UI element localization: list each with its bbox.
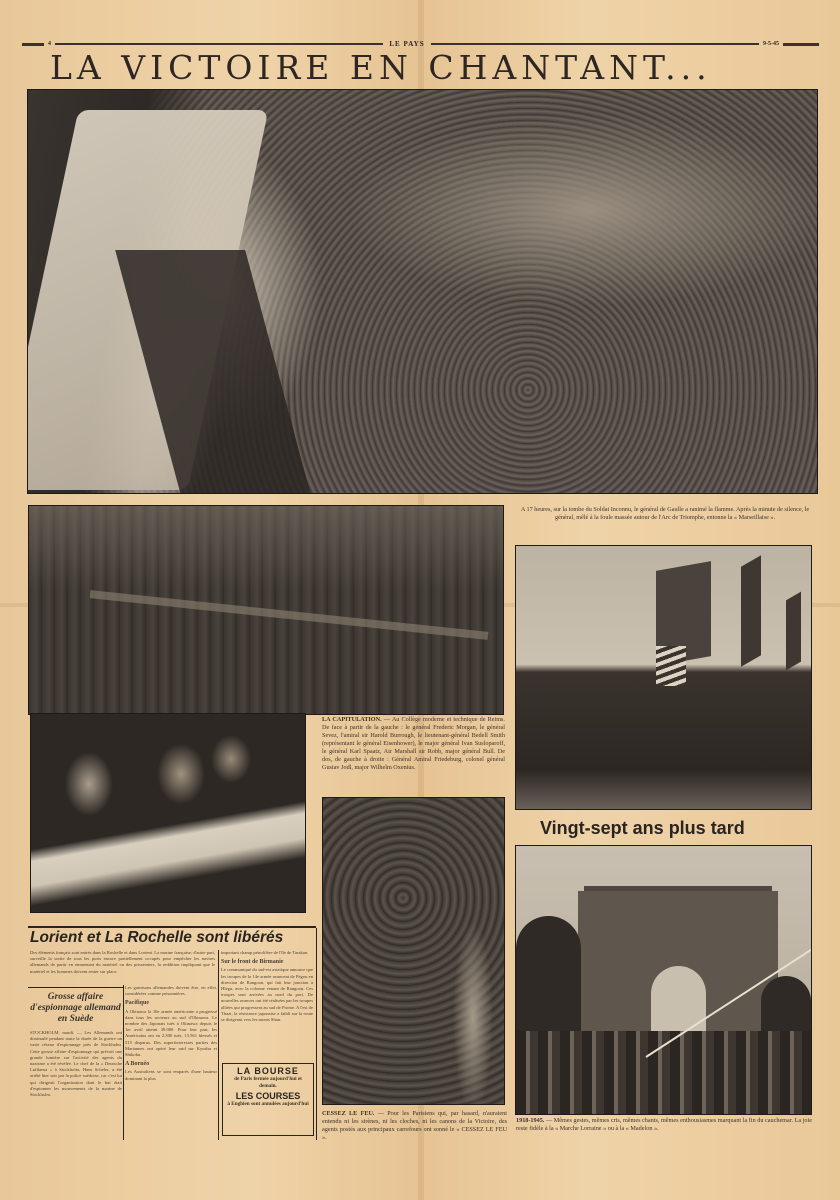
page-headline: LA VICTOIRE EN CHANTANT... xyxy=(50,48,712,87)
column-divider xyxy=(218,950,219,1140)
arc-de-triomphe-celebration-photo xyxy=(515,845,812,1115)
caption-label: 1918-1945. xyxy=(516,1117,545,1124)
parade-with-allied-flags-photo xyxy=(515,545,812,810)
courses-title: LES COURSES xyxy=(235,1091,301,1101)
caption-text: — Au Collège moderne et technique de Reims. De face à partir de la gauche : le général Frederic Morgan, le général Sevez, l'amiral sir Harold Burrough, le lieutenant-général Bedell Smith (représentant le général Eisenhower), le major général Ivan Susloparoff, le général Karl Spaatz, Air Marshall sir Robb, major général Bull. De dos, de gauche à droite : Général Amiral Friedeburg, colonel général Gustav Jodl, major Wilhelm Oxenius. xyxy=(322,716,505,771)
bourse-title: LA BOURSE xyxy=(237,1066,299,1076)
crowd-with-flag-photo xyxy=(27,89,818,494)
sidebar-article-body: STOCKHOLM, mardi. — Les Allemands ont dissimulé pendant toute la durée de la guerre un vaste réseau d'espionnage près de Stockholm. Cette grosse affaire d'espionnage qui prévoit une grande lumière sur l'activité des agents du nazisme a été révélée. Le chef de la « Deutsche Luftlansa » à Stockholm, Hans Scheler, a été arrêté hier soir par la police suédoise, car c'est lui qui dirigeait l'organisation dont le but était d'espionner les mouvements de la marine de Stockholm. xyxy=(30,1030,122,1098)
subhead-birmanie: Sur le front de Birmanie xyxy=(221,959,284,966)
caption-cessez-le-feu xyxy=(322,1110,507,1142)
bourse-courses-box xyxy=(222,1063,314,1136)
article-intro: Des éléments français sont entrés dans la Rochelle et dans Lorient. La marine française, d'autre part, surveille la sortie de tous les ports encore partiellement occupés pour empêcher les navires allemands de partir en emmenant du matériel ou des prisonniers, la reddition impliquant que le matériel et les hommes doivent rester sur place. xyxy=(30,950,215,974)
page-number: 4 xyxy=(48,41,51,47)
caption-tomb-unknown-soldier: A 17 heures, sur la tombe du Soldat Inconnu, le général de Gaulle a ranimé la flamme. Après la minute de silence, le général, mêlé à la foule massée autour de l'Arc de Triomphe, entonne la « Marseillaise ». xyxy=(520,506,810,521)
article-mid-text: Les garnisons allemandes doivent être, en effet, considérées comme prisonnières. xyxy=(125,985,217,997)
banner-flag-shape xyxy=(786,592,801,671)
parisians-celebrating-photo xyxy=(322,797,505,1105)
bourse-text: de Paris fermée aujourd'hui et demain. xyxy=(234,1076,302,1089)
column-divider xyxy=(316,928,317,1140)
masthead-rule xyxy=(22,43,44,46)
banner-flag-shape xyxy=(741,555,761,667)
article-column-right xyxy=(221,950,313,1023)
subhead-borneo: A Bornéo xyxy=(125,1061,150,1068)
section-title-vingt-sept-ans: Vingt-sept ans plus tard xyxy=(540,818,745,838)
article-headline: Lorient et La Rochelle sont libérés xyxy=(30,929,284,946)
right-text: important champ pétrolifère de l'île de Tarakan. xyxy=(221,950,309,955)
subhead-pacifique: Pacifique xyxy=(125,1000,149,1007)
caption-capitulation xyxy=(322,716,505,772)
birmanie-text: Le communiqué du sud-est asiatique annonce que les troupes de la 14e armée avancent de Pégou en direction de Rangoon, qui fait leur jonction à Hlegu, avec la colonne venant de Rangoon. Ces troupes sont arrivées au nord du port. De nouvelles avances ont été réalisées par les troupes alliées qui progressent au sud de Prome. A l'est de Thazi, la résistance japonaise a faibli sur la route se dirigeant vers les monts Shan. xyxy=(221,967,313,1023)
borneo-text: Les Australiens se sont emparés d'une hauteur dominant la plus xyxy=(125,1069,217,1081)
article-rule xyxy=(28,926,316,928)
table-shape xyxy=(90,590,489,640)
newspaper-name: LE PAYS xyxy=(389,40,425,48)
caption-label: LA CAPITULATION. xyxy=(322,716,382,723)
masthead-rule xyxy=(431,43,759,45)
pacifique-text: A Okinawa la 10e armée américaine a progressé dans tous les secteurs au sud d'Okinawa. Le nombre des Japonais tués à Okinawa depuis le 1er avril atteint 39.000. Pour leur part, les Américains ont eu 2.300 tués, 13.561 blessés et 515 disparus. Des superforteresses parties des Mariannes ont opéré leur raid sur Kyushu et Shikoku. xyxy=(125,1008,217,1058)
capitulation-signing-photo xyxy=(28,505,504,715)
masthead-rule xyxy=(783,43,819,46)
column-divider xyxy=(123,985,124,1140)
german-generals-signing-photo xyxy=(30,713,306,913)
caption-text: — Mêmes gestes, mêmes cris, mêmes chants, mêmes enthousiasmes marquant la fin du cauchemar. La joie reste fidèle à la « Marche Lorraine » ou à la « Madelon ». xyxy=(516,1117,812,1132)
sidebar-article-title: Grosse affaire d'espionnage allemand en Suède xyxy=(30,992,121,1024)
sidebar-article xyxy=(28,987,123,1029)
masthead-rule xyxy=(55,43,383,45)
caption-1918-1945 xyxy=(516,1117,812,1133)
us-flag-stripes-shape xyxy=(656,646,686,686)
issue-date: 9-5-45 xyxy=(763,41,779,47)
article-column-middle xyxy=(125,985,217,1082)
caption-label: CESSEZ LE FEU. xyxy=(322,1110,375,1117)
courses-text: à Enghien sont annulées aujourd'hui xyxy=(227,1101,309,1107)
caption-text: — Pour les Parisiens qui, par hasard, n'auraient entendu ni les sirènes, ni les cloches, ni les canons de la Victoire, des agents postés aux principaux carrefours ont sonné le « CESSEZ LE FEU ». xyxy=(322,1110,507,1141)
